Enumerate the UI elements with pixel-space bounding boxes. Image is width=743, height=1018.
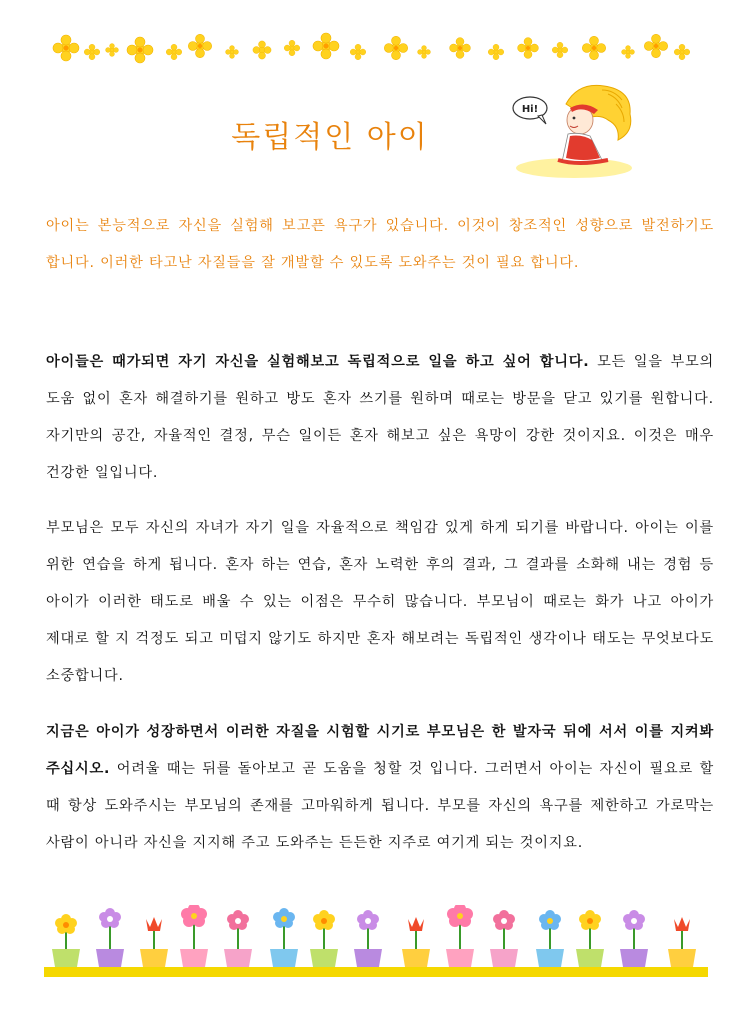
top-flower-border — [40, 30, 700, 70]
paragraph-independence-lead: 아이들은 때가되면 자기 자신을 실험해보고 독립적으로 일을 하고 싶어 합니다. — [46, 354, 590, 370]
potted-flower-border — [44, 905, 708, 981]
paragraph-support — [46, 714, 714, 862]
page-title: 독립적인 아이 — [231, 120, 429, 155]
girl-illustration — [508, 74, 643, 186]
paragraph-independence-body: 모든 일을 부모의 도움 없이 혼자 해결하기를 원하고 방도 혼자 쓰기를 원하며 때로는 방문을 닫고 있기를 원합니다. 자기만의 공간, 자율적인 결정, 무슨 일이든 혼자 해보고 싶은 욕망이 강한 것이지요. 이것은 매우 건강한 일입니다. — [46, 354, 715, 481]
paragraph-support-lead: 지금은 아이가 성장하면서 이러한 자질을 시험할 시기로 부모님은 한 발자국 뒤에 서서 이를 지켜봐 주십시오. — [46, 724, 714, 777]
paragraph-independence — [46, 344, 714, 492]
bubble-text: Hi! — [521, 104, 539, 115]
paragraph-intro: 아이는 본능적으로 자신을 실험해 보고픈 욕구가 있습니다. 이것이 창조적인 성향으로 발전하기도 합니다. 이러한 타고난 자질들을 잘 개발할 수 있도록 도와주는 것이 필요 합니다. — [46, 218, 714, 271]
paragraph-parents: 부모님은 모두 자신의 자녀가 자기 일을 자율적으로 책임감 있게 하게 되기를 바랍니다. 아이는 이를 위한 연습을 하게 됩니다. 혼자 하는 연습, 혼자 노력한 후의 결과, 그 결과를 소화해 내는 경험 등 아이가 이러한 태도로 배울 수 있는 이점은 무수히 많습니다. 부모님이 때로는 화가 나고 아이가 제대로 할 지 걱정도 되고 미덥지 않기도 하지만 혼자 해보려는 독립적인 생각이나 태도는 무엇보다도 소중합니다. — [46, 520, 714, 684]
paragraph-support-body: 어려울 때는 뒤를 돌아보고 곧 도움을 청할 것 입니다. 그러면서 아이는 자신이 필요로 할 때 항상 도와주시는 부모님의 존재를 고마워하게 됩니다. 부모를 자신의 욕구를 제한하고 가로막는 사람이 아니라 자신을 지지해 주고 도와주는 든든한 지주로 여기게 되는 것이지요. — [46, 761, 714, 851]
